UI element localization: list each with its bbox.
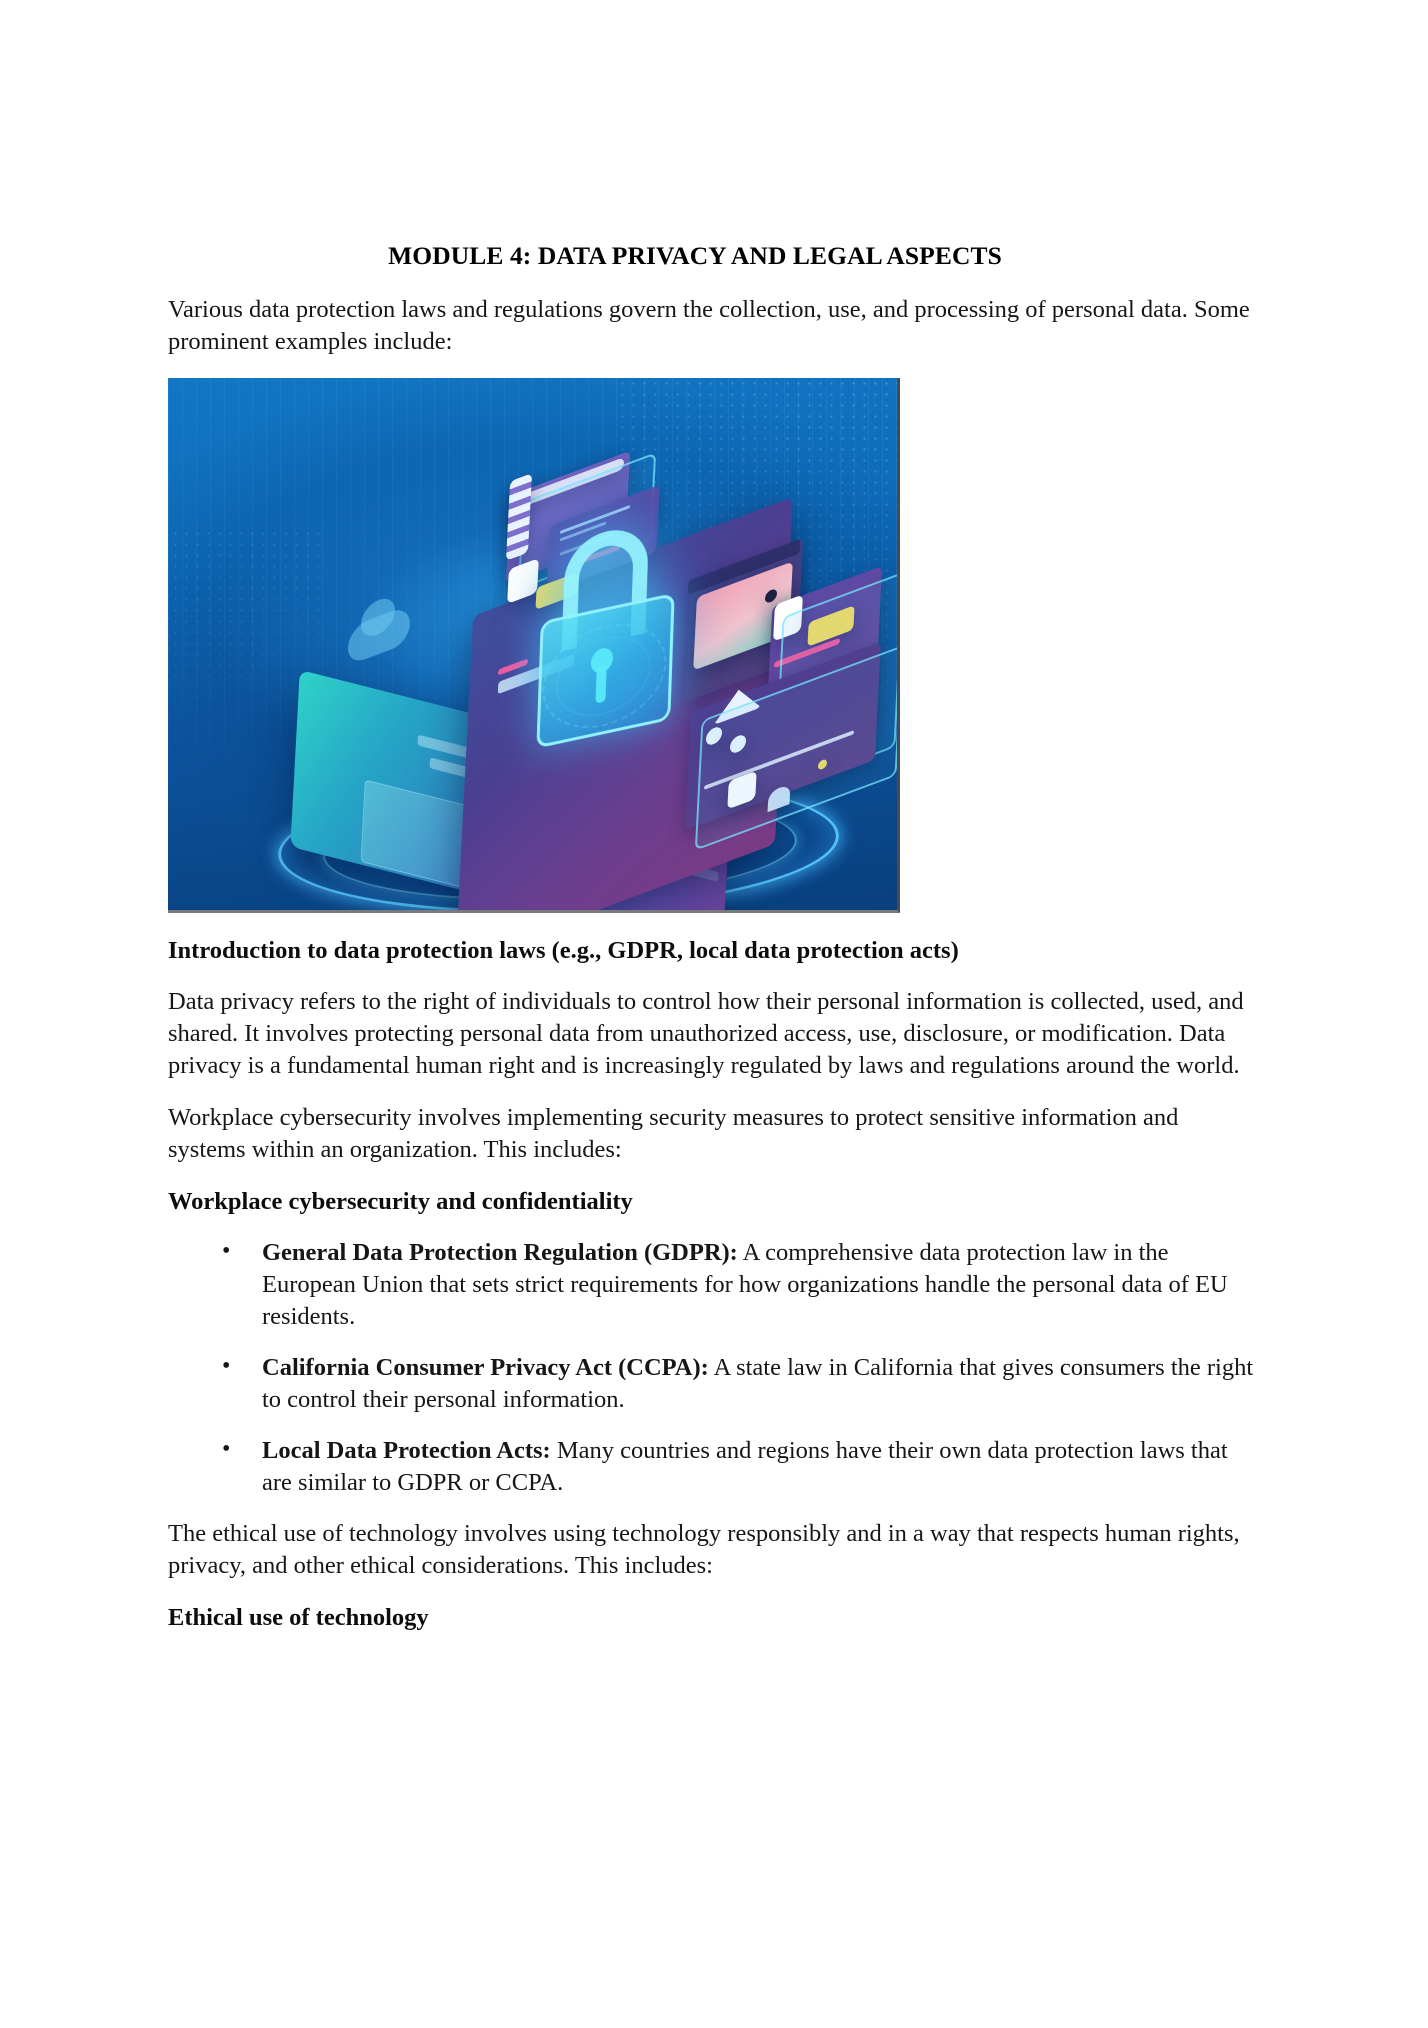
paragraph-data-privacy: Data privacy refers to the right of individuals to control how their personal information is collected, used, and shared. It involves protecting personal data from unauthorized access, use, disclosure, or modification. Data privacy is a fundamental human right and is increasingly regulated by laws and regulations around the world. — [168, 988, 1244, 1080]
section-heading-workplace: Workplace cybersecurity and confidentiality — [168, 1187, 633, 1215]
list-item-description: A comprehensive data protection law in the European Union that sets strict requirements for how organizations handle the personal data of EU residents. — [262, 1239, 1228, 1331]
section-heading-ethical-use: Ethical use of technology — [168, 1604, 429, 1632]
data-security-illustration — [168, 378, 900, 913]
page-title: MODULE 4: DATA PRIVACY AND LEGAL ASPECTS — [388, 241, 1002, 270]
data-protection-laws-list — [168, 1237, 1258, 1498]
list-item — [262, 1435, 1258, 1499]
list-item — [262, 1352, 1258, 1416]
paragraph-workplace-cybersecurity: Workplace cybersecurity involves implementing security measures to protect sensitive information and systems within an organization. This includes: — [168, 1103, 1179, 1163]
intro-paragraph: Various data protection laws and regulations govern the collection, use, and processing of personal data. Some prominent examples include: — [168, 295, 1250, 355]
section-heading-introduction: Introduction to data protection laws (e.g., GDPR, local data protection acts) — [168, 936, 959, 964]
list-item-term: California Consumer Privacy Act (CCPA): — [262, 1354, 709, 1381]
paragraph-ethical-use: The ethical use of technology involves using technology responsibly and in a way that respects human rights, privacy, and other ethical considerations. This includes: — [168, 1520, 1240, 1580]
list-item-term: Local Data Protection Acts: — [262, 1436, 551, 1464]
padlock-icon — [537, 515, 672, 742]
list-item — [262, 1237, 1258, 1333]
list-item-description: Many countries and regions have their own data protection laws that are similar to GDPR or CCPA. — [262, 1436, 1228, 1496]
document-content — [168, 240, 1258, 1654]
list-item-description: A state law in California that gives consumers the right to control their personal information. — [262, 1354, 1254, 1413]
list-item-term: General Data Protection Regulation (GDPR): — [262, 1239, 738, 1267]
